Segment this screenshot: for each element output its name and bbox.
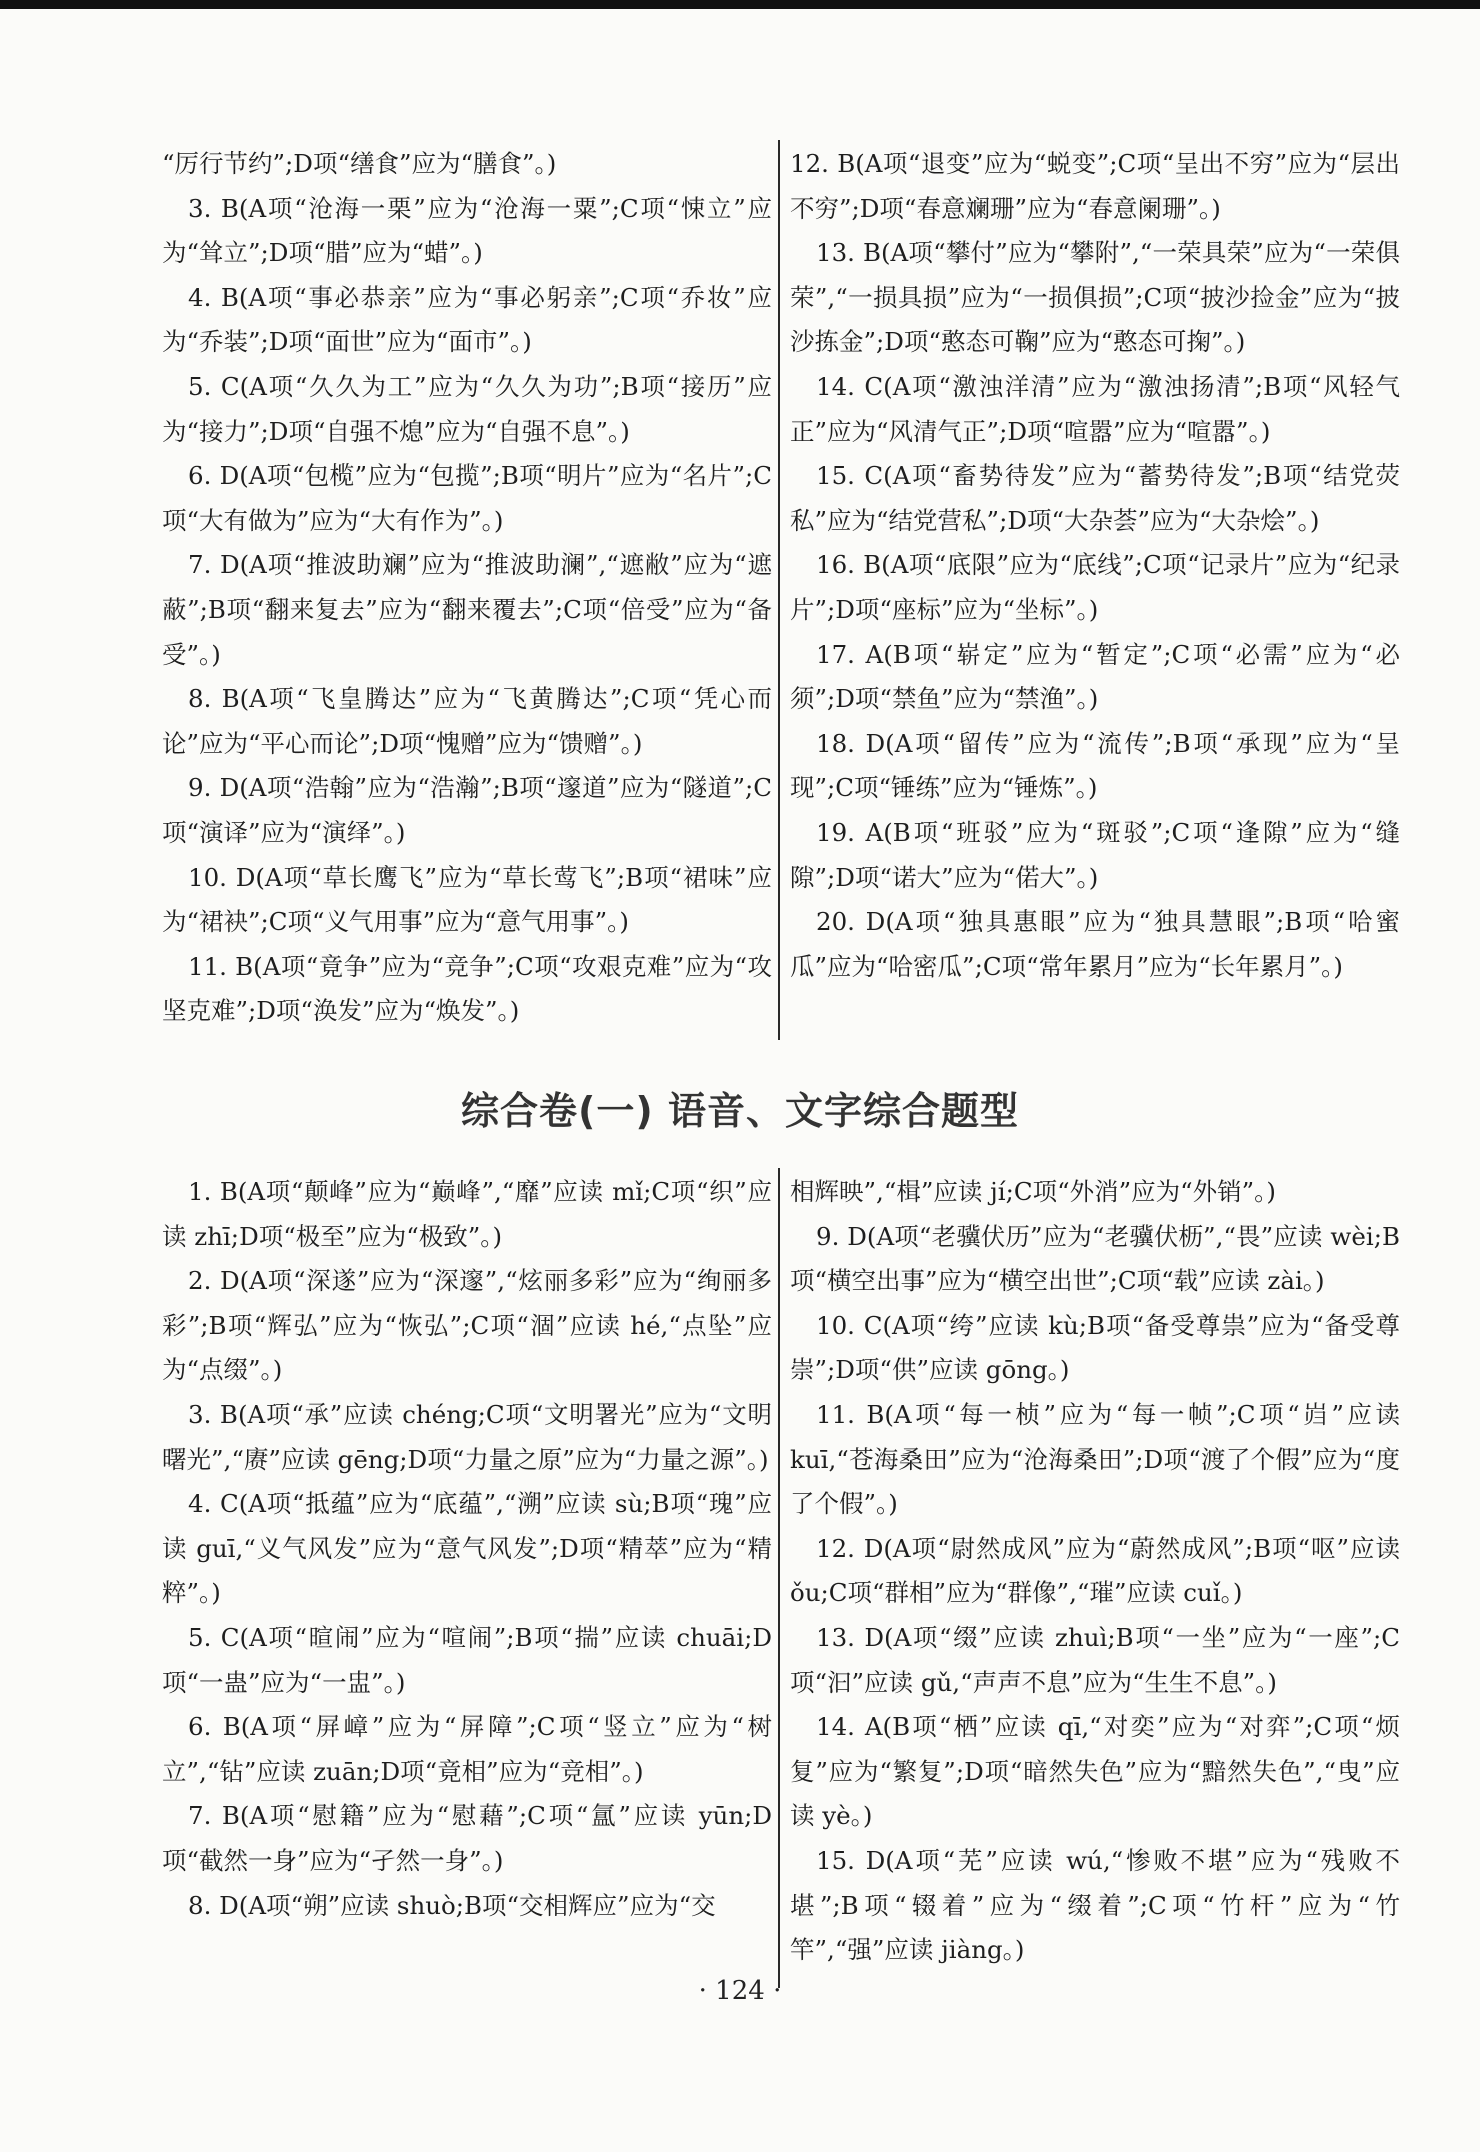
top-edge-bar [0, 0, 1480, 9]
answer-item: 2. D(A项“深遂”应为“深邃”,“炫丽多彩”应为“绚丽多彩”;B项“辉弘”应为“恢弘”;C项“涸”应读 hé,“点坠”应为“点缀”。) [162, 1266, 772, 1385]
answer-item: 12. D(A项“尉然成风”应为“蔚然成风”;B项“呕”应读 ǒu;C项“群相”应为“群像”,“璀”应读 cuǐ。) [790, 1533, 1400, 1608]
column-divider-top [778, 140, 780, 1040]
answer-item: 9. D(A项“老骥伏历”应为“老骥伏枥”,“畏”应读 wèi;B项“横空出事”应为“横空出世”;C项“载”应读 zài。) [790, 1221, 1400, 1296]
column-divider-bottom [778, 1168, 780, 1988]
answer-item: 12. B(A项“退变”应为“蜕变”;C项“呈出不穷”应为“层出不穷”;D项“春意斓珊”应为“春意阑珊”。) [790, 149, 1400, 223]
answer-item: 5. C(A项“久久为工”应为“久久为功”;B项“接历”应为“接力”;D项“自强不熄”应为“自强不息”。) [162, 371, 772, 446]
answer-item: 4. B(A项“事必恭亲”应为“事必躬亲”;C项“乔妆”应为“乔装”;D项“面世”应为“面市”。) [162, 282, 772, 357]
answer-item: 7. B(A项“慰籍”应为“慰藉”;C项“氲”应读 yūn;D项“截然一身”应为“孑然一身”。) [162, 1801, 772, 1875]
answer-item: “厉行节约”;D项“缮食”应为“膳食”。) [162, 149, 557, 178]
answer-item: 8. D(A项“朔”应读 shuò;B项“交相辉应”应为“交 [188, 1890, 716, 1920]
answer-item: 10. D(A项“草长鹰飞”应为“草长莺飞”;B项“裙味”应为“裙袂”;C项“义气用事”应为“意气用事”。) [162, 862, 772, 937]
answer-item: 3. B(A项“沧海一栗”应为“沧海一粟”;C项“悚立”应为“耸立”;D项“腊”应为“蜡”。) [162, 193, 772, 268]
answer-item: 6. B(A项“屏嶂”应为“屏障”;C项“竖立”应为“树立”,“钻”应读 zuān;D项“竟相”应为“竞相”。) [162, 1712, 772, 1786]
answer-item: 3. B(A项“承”应读 chéng;C项“文明署光”应为“文明曙光”,“赓”应读 gēng;D项“力量之原”应为“力量之源”。) [162, 1399, 772, 1474]
answer-item: 7. D(A项“推波助斓”应为“推波助澜”,“遮敝”应为“遮蔽”;B项“翻来复去”应为“翻来覆去”;C项“倍受”应为“备受”。) [162, 550, 772, 669]
bottom-left-column [162, 1170, 772, 1928]
answer-item: 15. D(A项“芜”应读 wú,“惨败不堪”应为“残败不堪”;B项“辍着”应为“缀着”;C项“竹杆”应为“竹竿”,“强”应读 jiàng。) [790, 1845, 1400, 1965]
section-heading: 综合卷(一) 语音、文字综合题型 [461, 1089, 1019, 1133]
answer-item: 9. D(A项“浩翰”应为“浩瀚”;B项“邃道”应为“隧道”;C项“演译”应为“演绎”。) [162, 773, 772, 847]
answer-item: 14. A(B项“栖”应读 qī,“对奕”应为“对弈”;C项“烦复”应为“繁复”;D项“暗然失色”应为“黯然失色”,“曳”应读 yè。) [790, 1712, 1400, 1831]
answer-item: 15. C(A项“畜势待发”应为“蓄势待发”;B项“结党荧私”应为“结党营私”;D项“大杂荟”应为“大杂烩”。) [790, 461, 1400, 535]
answer-item: 17. A(B项“崭定”应为“暂定”;C项“必需”应为“必须”;D项“禁鱼”应为“禁渔”。) [790, 639, 1400, 714]
answer-item: 4. C(A项“抵蕴”应为“底蕴”,“溯”应读 sù;B项“瑰”应读 guī,“义气风发”应为“意气风发”;D项“精萃”应为“精粹”。) [162, 1489, 772, 1608]
top-left-column [162, 142, 772, 1034]
answer-item: 1. B(A项“颠峰”应为“巅峰”,“靡”应读 mǐ;C项“织”应读 zhī;D项“极至”应为“极致”。) [162, 1177, 772, 1251]
answer-item: 18. D(A项“留传”应为“流传”;B项“承现”应为“呈现”;C项“锤练”应为“锤炼”。) [790, 728, 1400, 803]
bottom-right-column [790, 1170, 1400, 1973]
answer-item: 相辉映”,“楫”应读 jí;C项“外消”应为“外销”。) [790, 1177, 1276, 1206]
answer-item: 16. B(A项“底限”应为“底线”;C项“记录片”应为“纪录片”;D项“座标”应为“坐标”。) [790, 550, 1400, 624]
answer-item: 20. D(A项“独具惠眼”应为“独具慧眼”;B项“哈蜜瓜”应为“哈密瓜”;C项“常年累月”应为“长年累月”。) [790, 907, 1400, 981]
page-number: · 124 · [698, 1976, 782, 2006]
answer-item: 5. C(A项“暄闹”应为“喧闹”;B项“揣”应读 chuāi;D项“一蛊”应为“一盅”。) [162, 1622, 772, 1697]
answer-item: 13. B(A项“攀付”应为“攀附”,“一荣具荣”应为“一荣俱荣”,“一损具损”应为“一损俱损”;C项“披沙捡金”应为“披沙拣金”;D项“憨态可鞠”应为“憨态可掬”。) [790, 238, 1401, 357]
answer-item: 11. B(A项“竟争”应为“竞争”;C项“攻艰克难”应为“攻坚克难”;D项“涣发”应为“焕发”。) [162, 951, 772, 1026]
answer-item: 19. A(B项“班驳”应为“斑驳”;C项“逢隙”应为“缝隙”;D项“诺大”应为“偌大”。) [790, 817, 1400, 892]
answer-item: 14. C(A项“激浊洋清”应为“激浊扬清”;B项“风轻气正”应为“风清气正”;D项“喧嚣”应为“喧嚣”。) [790, 371, 1400, 446]
answer-item: 8. B(A项“飞皇腾达”应为“飞黄腾达”;C项“凭心而论”应为“平心而论”;D项“愧赠”应为“馈赠”。) [162, 684, 772, 758]
answer-item: 11. B(A项“每一桢”应为“每一帧”;C项“岿”应读 kuī,“苍海桑田”应为“沧海桑田”;D项“渡了个假”应为“度了个假”。) [790, 1399, 1401, 1519]
answer-item: 13. D(A项“缀”应读 zhuì;B项“一坐”应为“一座”;C项“汩”应读 gǔ,“声声不息”应为“生生不息”。) [790, 1622, 1400, 1697]
answer-item: 6. D(A项“包榄”应为“包揽”;B项“明片”应为“名片”;C项“大有做为”应为“大有作为”。) [162, 461, 772, 535]
top-right-column [790, 142, 1400, 989]
answer-item: 10. C(A项“绔”应读 kù;B项“备受尊祟”应为“备受尊崇”;D项“供”应读 gōng。) [790, 1310, 1400, 1385]
